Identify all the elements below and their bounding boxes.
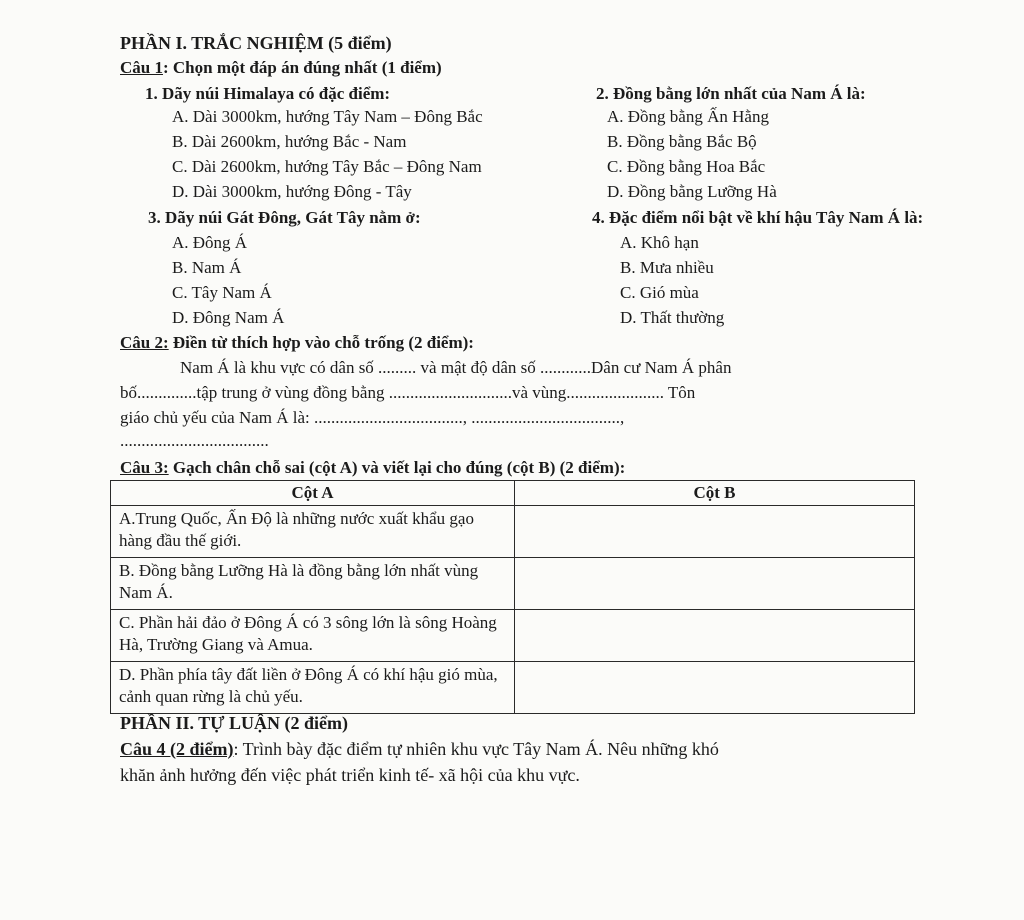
question3-heading bbox=[120, 458, 625, 478]
part2-title: PHẦN II. TỰ LUẬN (2 điểm) bbox=[120, 713, 348, 733]
mc2-option-c: C. Đồng bằng Hoa Bắc bbox=[607, 157, 766, 176]
part1-title: PHẦN I. TRẮC NGHIỆM (5 điểm) bbox=[120, 33, 392, 53]
mc3-option-b: B. Nam Á bbox=[172, 258, 242, 277]
mc1-option-c: C. Dài 2600km, hướng Tây Bắc – Đông Nam bbox=[172, 157, 482, 176]
fill-blank-line-3: giáo chủ yếu của Nam Á là: ..................................., ..................................., bbox=[120, 408, 625, 427]
table-row bbox=[111, 506, 915, 558]
table-row bbox=[111, 610, 915, 662]
question4-line-1 bbox=[120, 739, 719, 759]
mc1-stem: 1. Dãy núi Himalaya có đặc điểm: bbox=[145, 84, 391, 103]
mc1-option-b: B. Dài 2600km, hướng Bắc - Nam bbox=[172, 132, 407, 151]
statement-cell: B. Đồng bằng Lưỡng Hà là đồng bằng lớn nhất vùng Nam Á. bbox=[111, 558, 515, 610]
mc3-option-c: C. Tây Nam Á bbox=[172, 283, 272, 302]
mc2-option-a: A. Đồng bằng Ấn Hằng bbox=[607, 107, 769, 126]
mc4-option-a: A. Khô hạn bbox=[620, 233, 699, 252]
mc4-option-c: C. Gió mùa bbox=[620, 283, 699, 302]
mc2-option-d: D. Đồng bằng Lưỡng Hà bbox=[607, 182, 777, 201]
fill-blank-line-1: Nam Á là khu vực có dân số ......... và mật độ dân số ............Dân cư Nam Á phân bbox=[180, 358, 732, 377]
table-row bbox=[111, 558, 915, 610]
answer-cell[interactable] bbox=[515, 662, 915, 714]
question1-text: : Chọn một đáp án đúng nhất (1 điểm) bbox=[162, 58, 442, 77]
mc2-option-b: B. Đồng bằng Bắc Bộ bbox=[607, 132, 757, 151]
fill-blank-line-4: ................................... bbox=[120, 431, 269, 450]
question4-line-2: khăn ảnh hưởng đến việc phát triển kinh tế- xã hội của khu vực. bbox=[120, 765, 580, 785]
question4-text: : Trình bày đặc điểm tự nhiên khu vực Tây Nam Á. Nêu những khó bbox=[233, 739, 719, 759]
question2-text: Điền từ thích hợp vào chỗ trống (2 điểm): bbox=[168, 333, 474, 352]
table-header-row bbox=[111, 481, 915, 506]
answer-cell[interactable] bbox=[515, 558, 915, 610]
question2-heading bbox=[120, 333, 474, 353]
mc4-option-b: B. Mưa nhiều bbox=[620, 258, 714, 277]
statement-cell: C. Phần hải đảo ở Đông Á có 3 sông lớn là sông Hoàng Hà, Trường Giang và Amua. bbox=[111, 610, 515, 662]
mc4-stem: 4. Đặc điểm nổi bật về khí hậu Tây Nam Á là: bbox=[592, 208, 924, 227]
answer-cell[interactable] bbox=[515, 506, 915, 558]
question1-label: Câu 1 bbox=[120, 58, 163, 77]
mc3-option-a: A. Đông Á bbox=[172, 233, 248, 252]
question3-label: Câu 3: bbox=[120, 458, 169, 477]
answer-cell[interactable] bbox=[515, 610, 915, 662]
correction-table bbox=[110, 480, 915, 714]
column-a-header: Cột A bbox=[111, 481, 515, 506]
mc2-stem: 2. Đồng bằng lớn nhất của Nam Á là: bbox=[596, 84, 866, 103]
statement-cell: D. Phần phía tây đất liền ở Đông Á có khí hậu gió mùa, cảnh quan rừng là chủ yếu. bbox=[111, 662, 515, 714]
mc3-stem: 3. Dãy núi Gát Đông, Gát Tây nằm ở: bbox=[148, 208, 421, 227]
question4-label: Câu 4 (2 điểm) bbox=[120, 739, 234, 759]
fill-blank-line-2: bố..............tập trung ở vùng đồng bằng .............................và vùng....................... Tôn bbox=[120, 383, 696, 402]
mc4-option-d: D. Thất thường bbox=[620, 308, 725, 327]
question3-text: Gạch chân chỗ sai (cột A) và viết lại cho đúng (cột B) (2 điểm): bbox=[168, 458, 626, 477]
table-row bbox=[111, 662, 915, 714]
mc1-option-d: D. Dài 3000km, hướng Đông - Tây bbox=[172, 182, 412, 201]
mc3-option-d: D. Đông Nam Á bbox=[172, 308, 285, 327]
statement-cell: A.Trung Quốc, Ấn Độ là những nước xuất khẩu gạo hàng đầu thế giới. bbox=[111, 506, 515, 558]
question2-label: Câu 2: bbox=[120, 333, 169, 352]
column-b-header: Cột B bbox=[515, 481, 915, 506]
mc1-option-a: A. Dài 3000km, hướng Tây Nam – Đông Bắc bbox=[172, 107, 483, 126]
question1-heading bbox=[120, 58, 442, 78]
